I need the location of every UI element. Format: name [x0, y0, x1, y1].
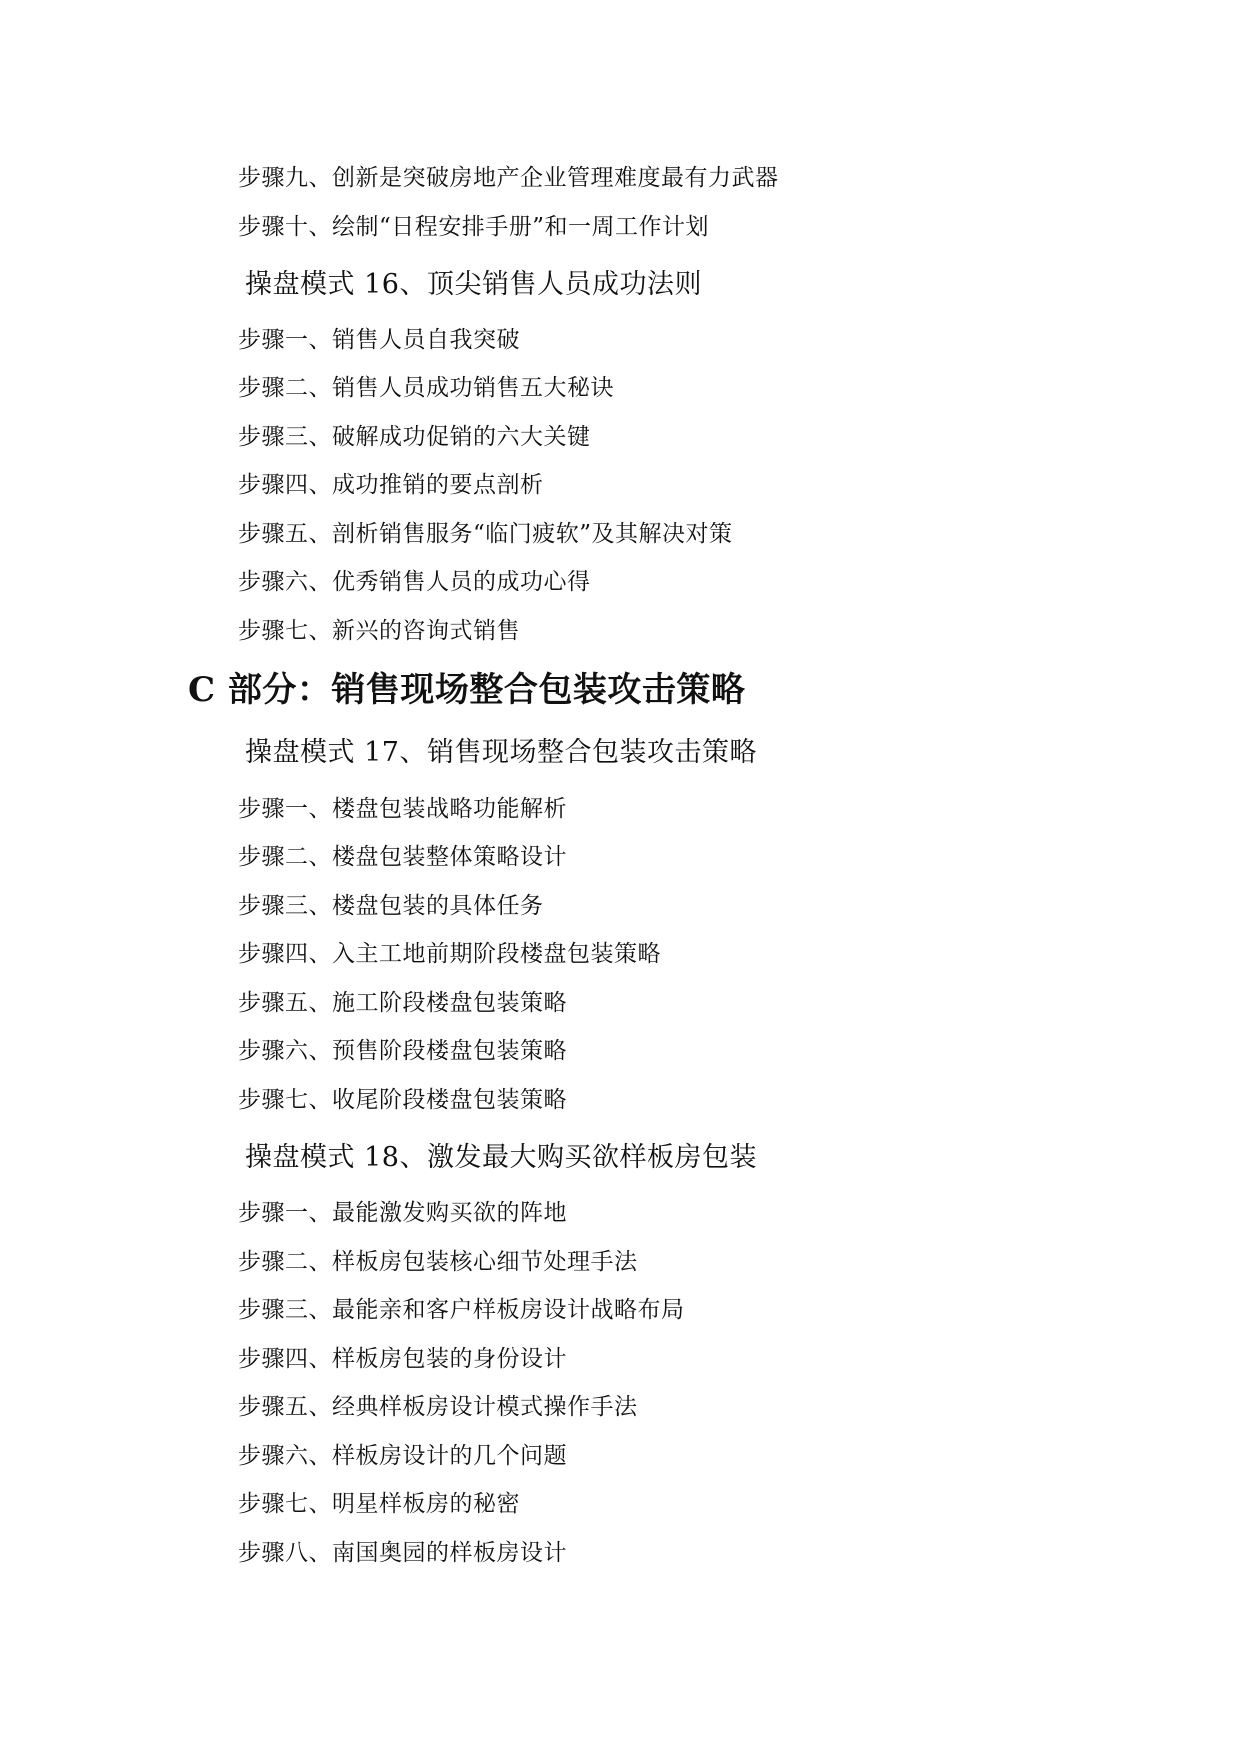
- mode-heading: 操盘模式 18、激发最大购买欲样板房包装: [245, 1142, 757, 1173]
- step-line: 步骤四、样板房包装的身份设计: [238, 1346, 567, 1372]
- step-line: 步骤七、明星样板房的秘密: [238, 1491, 520, 1517]
- step-line: 步骤六、预售阶段楼盘包装策略: [238, 1038, 567, 1064]
- step-line: 步骤四、成功推销的要点剖析: [238, 472, 544, 498]
- step-line: 步骤一、销售人员自我突破: [238, 327, 520, 353]
- step-line: 步骤五、经典样板房设计模式操作手法: [238, 1394, 638, 1420]
- mode-heading: 操盘模式 16、顶尖销售人员成功法则: [245, 269, 702, 300]
- mode-heading: 操盘模式 17、销售现场整合包装攻击策略: [245, 737, 757, 768]
- step-line: 步骤九、创新是突破房地产企业管理难度最有力武器: [238, 165, 779, 191]
- step-line: 步骤八、南国奥园的样板房设计: [238, 1540, 567, 1566]
- step-line: 步骤五、施工阶段楼盘包装策略: [238, 990, 567, 1016]
- step-line: 步骤三、最能亲和客户样板房设计战略布局: [238, 1297, 685, 1323]
- part-heading: C 部分：销售现场整合包装攻击策略: [188, 670, 746, 710]
- step-line: 步骤七、收尾阶段楼盘包装策略: [238, 1087, 567, 1113]
- step-line: 步骤一、楼盘包装战略功能解析: [238, 796, 567, 822]
- step-line: 步骤二、楼盘包装整体策略设计: [238, 844, 567, 870]
- step-line: 步骤三、楼盘包装的具体任务: [238, 893, 544, 919]
- step-line: 步骤六、样板房设计的几个问题: [238, 1443, 567, 1469]
- step-line: 步骤五、剖析销售服务“临门疲软”及其解决对策: [238, 521, 733, 547]
- step-line: 步骤六、优秀销售人员的成功心得: [238, 569, 591, 595]
- step-line: 步骤三、破解成功促销的六大关键: [238, 424, 591, 450]
- step-line: 步骤四、入主工地前期阶段楼盘包装策略: [238, 941, 661, 967]
- step-line: 步骤七、新兴的咨询式销售: [238, 618, 520, 644]
- step-line: 步骤二、样板房包装核心细节处理手法: [238, 1249, 638, 1275]
- step-line: 步骤二、销售人员成功销售五大秘诀: [238, 375, 614, 401]
- step-line: 步骤十、绘制“日程安排手册”和一周工作计划: [238, 214, 710, 240]
- step-line: 步骤一、最能激发购买欲的阵地: [238, 1200, 567, 1226]
